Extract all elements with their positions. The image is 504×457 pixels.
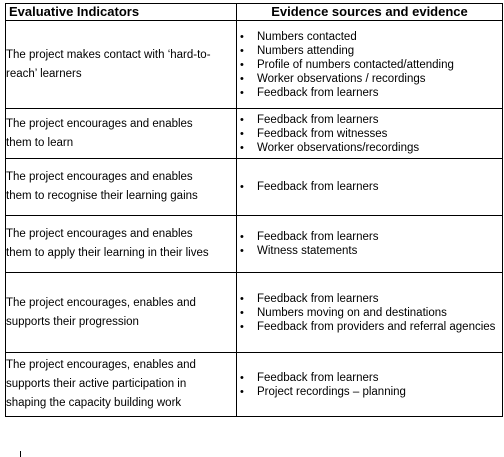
evidence-list <box>237 113 502 155</box>
indicator-text-line: them to apply their learning in their lives <box>6 247 209 259</box>
bullet-icon: • <box>240 44 244 57</box>
evidence-list-item <box>237 320 502 334</box>
evidence-cell <box>237 353 503 417</box>
indicator-text-line: reach’ learners <box>6 67 82 80</box>
bullet-icon: • <box>240 181 244 193</box>
evidence-text: Feedback from learners <box>257 292 379 305</box>
evidence-cell <box>237 21 503 109</box>
evidence-text: Profile of numbers contacted/attending <box>257 58 454 71</box>
evidence-list-item <box>237 44 502 58</box>
header-evidence-sources: Evidence sources and evidence <box>237 4 503 21</box>
indicator-text-line: The project encourages, enables and <box>6 296 196 309</box>
evidence-list <box>237 30 502 100</box>
indicator-cell <box>6 159 237 216</box>
table-row <box>6 159 503 216</box>
evidence-list <box>237 230 502 258</box>
table-header-row <box>6 4 503 21</box>
indicator-cell <box>6 21 237 109</box>
header-evaluative-indicators: Evaluative Indicators <box>6 4 237 21</box>
evidence-list-item <box>237 30 502 44</box>
bullet-icon: • <box>240 58 244 71</box>
evidence-list-item <box>237 244 502 258</box>
bullet-icon: • <box>240 141 244 154</box>
evidence-text: Feedback from learners <box>257 181 379 193</box>
bullet-icon: • <box>240 30 244 43</box>
evidence-list-item <box>237 306 502 320</box>
indicator-text-line: supports their active participation in <box>6 378 187 390</box>
evidence-list-item <box>237 86 502 100</box>
evidence-text: Witness statements <box>257 245 358 257</box>
evidence-text: Project recordings – planning <box>257 385 406 398</box>
indicator-text-line: The project encourages and enables <box>6 171 193 183</box>
indicator-text-line: The project makes contact with ‘hard-to- <box>6 48 211 61</box>
evidence-list-item <box>237 180 502 194</box>
indicator-text-line: them to recognise their learning gains <box>6 190 198 202</box>
evidence-cell <box>237 109 503 159</box>
evidence-cell <box>237 216 503 273</box>
evidence-text: Feedback from witnesses <box>257 127 388 140</box>
page-border-fragment <box>20 451 21 457</box>
evidence-text: Feedback from learners <box>257 86 379 99</box>
evidence-list <box>237 371 502 399</box>
bullet-icon: • <box>240 72 244 85</box>
evidence-list-item <box>237 72 502 86</box>
evidence-text: Feedback from learners <box>257 231 379 243</box>
table-row <box>6 21 503 109</box>
indicator-cell <box>6 353 237 417</box>
bullet-icon: • <box>240 113 244 126</box>
bullet-icon: • <box>240 245 244 257</box>
evidence-list <box>237 180 502 194</box>
evidence-text: Worker observations/recordings <box>257 141 420 154</box>
evidence-text: Feedback from learners <box>257 371 379 384</box>
bullet-icon: • <box>240 292 244 305</box>
indicator-text-line: The project encourages, enables and <box>6 359 196 371</box>
evidence-list-item <box>237 371 502 385</box>
evidence-text: Feedback from learners <box>257 113 379 126</box>
indicator-text-line: shaping the capacity building work <box>6 397 182 409</box>
evidence-text: Numbers contacted <box>257 30 357 43</box>
evidence-list <box>237 292 502 334</box>
indicator-text-line: The project encourages and enables <box>6 228 193 240</box>
table-row <box>6 353 503 417</box>
bullet-icon: • <box>240 127 244 140</box>
table-row <box>6 216 503 273</box>
evaluation-table <box>5 3 503 417</box>
evidence-list-item <box>237 292 502 306</box>
table-row <box>6 109 503 159</box>
indicator-cell <box>6 109 237 159</box>
table-body <box>6 21 503 417</box>
evidence-list-item <box>237 230 502 244</box>
indicator-cell <box>6 216 237 273</box>
evidence-list-item <box>237 385 502 399</box>
evidence-list-item <box>237 58 502 72</box>
evidence-list-item <box>237 141 502 155</box>
indicator-cell <box>6 273 237 353</box>
evidence-cell <box>237 273 503 353</box>
indicator-text-line: The project encourages and enables <box>6 117 193 130</box>
bullet-icon: • <box>240 320 244 333</box>
evidence-text: Feedback from providers and referral agencies <box>257 320 496 333</box>
indicator-text-line: supports their progression <box>6 315 139 328</box>
evidence-list-item <box>237 127 502 141</box>
bullet-icon: • <box>240 385 244 398</box>
evidence-text: Worker observations / recordings <box>257 72 426 85</box>
evidence-text: Numbers moving on and destinations <box>257 306 447 319</box>
table-row <box>6 273 503 353</box>
evidence-text: Numbers attending <box>257 44 355 57</box>
bullet-icon: • <box>240 86 244 99</box>
bullet-icon: • <box>240 306 244 319</box>
evidence-list-item <box>237 113 502 127</box>
bullet-icon: • <box>240 231 244 243</box>
indicator-text-line: them to learn <box>6 136 74 149</box>
evidence-cell <box>237 159 503 216</box>
bullet-icon: • <box>240 371 244 384</box>
